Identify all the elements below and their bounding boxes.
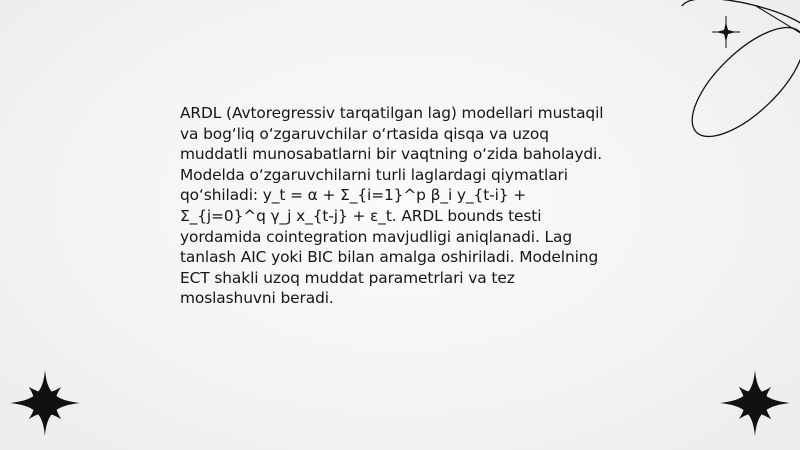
orbit-sparkle-icon xyxy=(660,0,800,150)
slide-body-text: ARDL (Avtoregressiv tarqatilgan lag) modellari mustaqil va bog‘liq o‘zgaruvchilar o‘rtasida qisqa va uzoq muddatli munosabatlarni bir vaqtning o‘zida baholaydi. Modelda o‘zgaruvchilarni turli laglardagi qiymatlari qo‘shiladi: y_t = α + Σ_{i=1}^p β_i y_{t-i} + Σ_{j=0}^q γ_j x_{t-j} + ε_t. ARDL bounds testi yordamida cointegration mavjudligi aniqlanadi. Lag tanlash AIC yoki BIC bilan amalga oshiriladi. Modelning ECT shakli uzoq muddat parametrlari va tez moslashuvni beradi. xyxy=(180,104,604,308)
four-point-star-icon xyxy=(720,370,790,436)
four-point-star-icon xyxy=(10,370,80,436)
